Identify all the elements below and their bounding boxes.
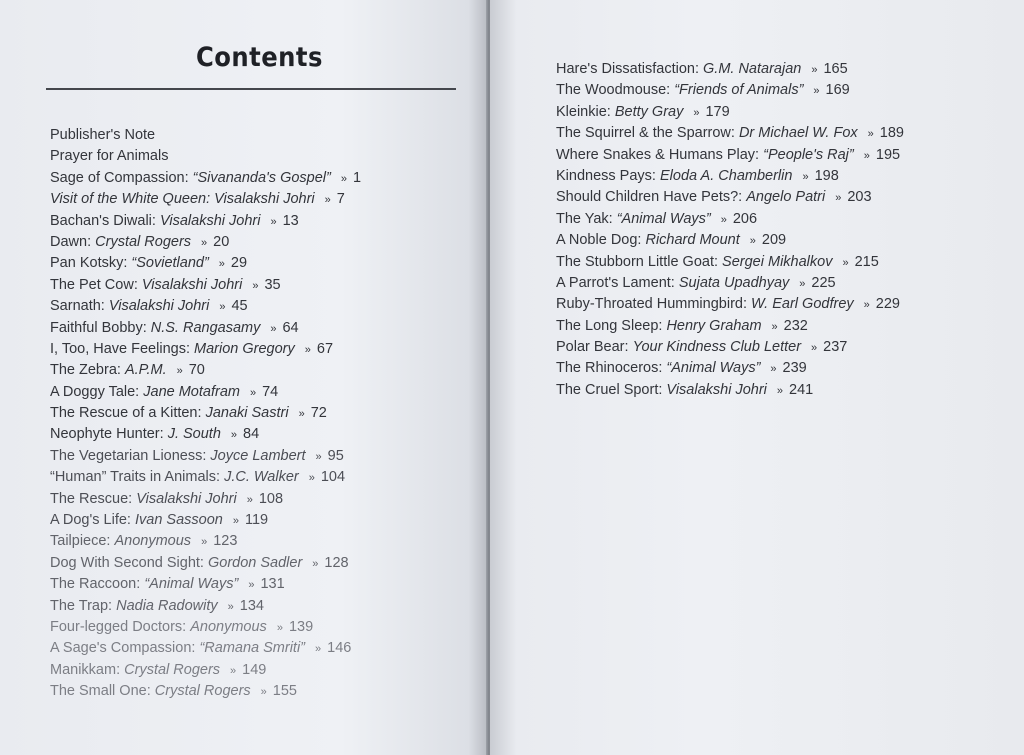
toc-entry [50, 360, 361, 381]
entry-separator: » [276, 621, 283, 634]
entry-separator: » [315, 450, 322, 463]
entry-author: J. South [167, 426, 221, 443]
toc-entry [50, 638, 361, 659]
toc-entry [50, 424, 361, 445]
entry-author: “People's Raj” [763, 146, 854, 163]
entry-separator: » [802, 170, 809, 183]
toc-entry [556, 230, 904, 251]
entry-title: Prayer for Animals [50, 148, 169, 165]
entry-page-number: 139 [288, 618, 314, 635]
entry-title: A Doggy Tale: [50, 383, 144, 400]
entry-title: The Squirrel & the Sparrow: [556, 125, 739, 142]
entry-author: Anonymous [114, 533, 192, 550]
entry-page-number: 128 [324, 554, 349, 571]
entry-author: W. Earl Godfrey [751, 296, 854, 313]
entry-separator: » [863, 299, 870, 312]
entry-separator: » [230, 664, 237, 677]
entry-separator: » [270, 322, 277, 335]
entry-separator: » [842, 256, 849, 269]
entry-separator: » [867, 128, 874, 141]
entry-separator: » [227, 600, 234, 613]
entry-separator: » [252, 279, 259, 292]
entry-separator: » [260, 686, 267, 699]
entry-title: Sage of Compassion: [50, 169, 193, 186]
entry-title: Tailpiece: [50, 533, 115, 550]
entry-page-number: 149 [242, 661, 267, 678]
toc-entry [50, 253, 361, 274]
entry-title: The Rescue: [50, 490, 137, 507]
entry-page-number: 123 [213, 533, 238, 550]
entry-title: The Stubborn Little Goat: [556, 253, 723, 270]
entry-page-number: 195 [875, 146, 901, 163]
entry-author: Janaki Sastri [205, 405, 289, 422]
entry-page-number: 232 [783, 317, 808, 334]
entry-separator: » [340, 172, 347, 185]
entry-title: Manikkam: [50, 661, 125, 678]
entry-separator: » [315, 643, 322, 656]
entry-page-number: 70 [188, 362, 205, 379]
toc-entry [556, 294, 904, 315]
toc-entry [50, 296, 361, 317]
toc-list-left [50, 125, 361, 703]
entry-separator: » [230, 429, 238, 442]
toc-entry [50, 531, 361, 552]
entry-title: I, Too, Have Feelings: [50, 340, 195, 357]
entry-title: Four-legged Doctors: [50, 618, 191, 635]
entry-page-number: 1 [352, 169, 362, 186]
entry-author: Visalakshi Johri [108, 298, 210, 315]
entry-title: The Zebra: [50, 362, 125, 379]
entry-page-number: 189 [879, 125, 904, 142]
toc-entry [50, 125, 361, 146]
entry-page-number: 203 [847, 189, 872, 206]
entry-title: Where Snakes & Humans Play: [556, 146, 764, 163]
entry-author: “Sivananda's Gospel” [192, 169, 331, 186]
entry-separator: » [771, 320, 778, 333]
entry-page-number: 67 [316, 340, 334, 357]
entry-author: “Sovietland” [131, 255, 209, 272]
entry-title: The Rhinoceros: [556, 360, 667, 377]
toc-entry [50, 510, 361, 531]
toc-entry [556, 252, 904, 273]
entry-author: Visalakshi Johri [136, 490, 237, 507]
entry-title: The Yak: [556, 210, 617, 227]
toc-entry [50, 489, 361, 510]
entry-separator: » [298, 408, 305, 421]
entry-page-number: 179 [705, 103, 730, 120]
entry-author: Angelo Patri [746, 189, 826, 206]
entry-page-number: 20 [213, 233, 230, 250]
entry-author: G.M. Natarajan [703, 61, 802, 77]
toc-entry [50, 232, 361, 253]
toc-entry [556, 273, 904, 294]
entry-title: Kleinkie: [556, 103, 615, 120]
page-title: Contents [196, 42, 323, 73]
entry-page-number: 7 [336, 191, 345, 208]
entry-title: The Trap: [50, 597, 117, 614]
entry-page-number: 229 [875, 296, 900, 313]
entry-separator: » [693, 106, 700, 119]
toc-entry [556, 166, 904, 187]
entry-page-number: 209 [761, 232, 787, 249]
toc-entry [50, 403, 361, 424]
entry-page-number: 108 [258, 490, 284, 507]
toc-entry [50, 168, 361, 189]
entry-title: Should Children Have Pets?: [556, 189, 747, 206]
entry-page-number: 134 [239, 597, 264, 614]
toc-entry [50, 211, 361, 232]
toc-entry [50, 617, 361, 638]
entry-author: “Animal Ways” [616, 210, 711, 227]
toc-entry [50, 275, 361, 296]
entry-page-number: 13 [282, 212, 299, 229]
entry-author: Visalakshi Johri [666, 381, 767, 398]
toc-entry [556, 145, 904, 166]
entry-page-number: 215 [854, 253, 879, 270]
entry-separator: » [863, 149, 870, 162]
entry-separator: » [176, 365, 183, 378]
entry-title: Kindness Pays: [556, 167, 660, 184]
entry-author: Joyce Lambert [210, 447, 306, 464]
entry-separator: » [232, 515, 239, 528]
entry-author: A.P.M. [124, 362, 167, 379]
toc-entry [556, 102, 904, 123]
toc-entry [50, 446, 361, 467]
entry-author: Crystal Rogers [95, 233, 192, 250]
entry-title: The Pet Cow: [50, 276, 142, 293]
entry-author: Betty Gray [614, 103, 684, 120]
entry-page-number: 74 [262, 383, 279, 400]
entry-title: A Dog's Life: [50, 512, 135, 529]
entry-title: The Raccoon: [50, 576, 145, 593]
toc-entry [50, 681, 361, 702]
entry-title: Faithful Bobby: [50, 319, 151, 336]
entry-author: Nadia Radowity [116, 597, 218, 614]
toc-entry [50, 660, 361, 681]
entry-author: “Animal Ways” [666, 360, 761, 377]
entry-title: The Cruel Sport: [556, 381, 667, 398]
entry-page-number: 29 [230, 255, 248, 272]
entry-separator: » [201, 536, 208, 549]
entry-author: Visalakshi Johri [159, 212, 261, 229]
entry-title: The Woodmouse: [556, 82, 675, 99]
entry-author: Crystal Rogers [154, 683, 251, 700]
entry-author: Crystal Rogers [124, 661, 221, 678]
entry-author: “Friends of Animals” [674, 82, 804, 99]
entry-page-number: 146 [327, 640, 352, 657]
entry-author: Dr Michael W. Fox [738, 125, 858, 142]
entry-author: “Ramana Smriti” [199, 640, 306, 657]
entry-title: The Vegetarian Lioness: [50, 447, 211, 464]
title-rule [46, 88, 456, 90]
entry-title: Hare's Dissatisfaction: [556, 61, 704, 77]
toc-entry [50, 339, 361, 360]
toc-entry [50, 574, 361, 595]
entry-separator: » [201, 236, 208, 249]
entry-page-number: 225 [811, 274, 836, 291]
entry-separator: » [246, 493, 253, 506]
toc-entry [556, 358, 904, 379]
entry-page-number: 84 [243, 426, 260, 443]
toc-entry [556, 380, 904, 401]
entry-title: Polar Bear: [556, 339, 633, 356]
entry-page-number: 72 [310, 405, 327, 422]
entry-title: The Rescue of a Kitten: [50, 405, 206, 422]
entry-page-number: 45 [231, 298, 248, 315]
entry-author: Visit of the White Queen: Visalakshi Johri [50, 191, 315, 208]
toc-entry [556, 337, 904, 358]
entry-title: A Sage's Compassion: [50, 640, 200, 657]
entry-title: Bachan's Diwali: [50, 212, 160, 229]
entry-author: N.S. Rangasamy [150, 319, 261, 336]
toc-entry [50, 553, 361, 574]
entry-author: Sujata Upadhyay [678, 274, 790, 291]
entry-title: Neophyte Hunter: [50, 426, 168, 443]
entry-page-number: 131 [260, 576, 285, 593]
entry-title: A Noble Dog: [556, 232, 646, 249]
entry-title: Ruby-Throated Hummingbird: [556, 296, 752, 313]
entry-title: Publisher's Note [50, 127, 156, 143]
entry-page-number: 206 [732, 210, 758, 227]
entry-page-number: 104 [320, 469, 346, 486]
toc-entry [556, 316, 904, 337]
entry-page-number: 64 [282, 319, 299, 336]
entry-separator: » [799, 277, 806, 290]
entry-separator: » [249, 386, 257, 399]
entry-title: Dawn: [50, 233, 96, 250]
entry-separator: » [749, 235, 756, 248]
left-page [0, 0, 488, 755]
toc-entry [50, 189, 361, 210]
toc-entry [556, 187, 904, 208]
entry-author: Jane Motafram [143, 383, 240, 400]
entry-separator: » [324, 194, 331, 207]
toc-entry [556, 209, 904, 230]
toc-entry [50, 596, 361, 617]
entry-author: Gordon Sadler [207, 554, 303, 571]
entry-title: Dog With Second Sight: [50, 554, 208, 571]
entry-page-number: 155 [272, 683, 297, 700]
entry-separator: » [720, 213, 727, 226]
entry-title: A Parrot's Lament: [556, 274, 679, 291]
entry-page-number: 239 [782, 360, 807, 377]
entry-author: Sergei Mikhalkov [722, 253, 833, 270]
toc-entry [50, 382, 361, 403]
entry-author: Anonymous [190, 618, 267, 635]
entry-page-number: 169 [825, 82, 850, 99]
toc-entry [50, 318, 361, 339]
entry-author: Visalakshi Johri [141, 276, 243, 293]
entry-page-number: 241 [789, 381, 814, 398]
toc-entry [50, 146, 361, 167]
entry-title: The Small One: [50, 683, 155, 700]
toc-list-right [556, 59, 904, 401]
entry-author: “Animal Ways” [144, 576, 239, 593]
entry-author: Richard Mount [645, 232, 740, 249]
entry-page-number: 95 [327, 447, 344, 464]
entry-separator: » [304, 343, 311, 356]
entry-author: Eloda A. Chamberlin [659, 167, 793, 184]
entry-page-number: 165 [823, 61, 848, 77]
entry-separator: » [219, 301, 226, 314]
entry-page-number: 237 [823, 339, 848, 356]
entry-separator: » [770, 363, 777, 376]
entry-separator: » [248, 579, 255, 592]
toc-entry [50, 467, 361, 488]
entry-title: Sarnath: [50, 298, 109, 315]
entry-separator: » [270, 215, 277, 228]
entry-author: Henry Graham [666, 317, 762, 334]
entry-separator: » [813, 85, 820, 98]
entry-title: “Human” Traits in Animals: [50, 469, 225, 486]
entry-page-number: 35 [264, 276, 281, 293]
entry-separator: » [308, 472, 315, 485]
entry-author: J.C. Walker [224, 469, 299, 486]
entry-separator: » [312, 557, 319, 570]
entry-title: Pan Kotsky: [50, 255, 132, 272]
entry-author: Ivan Sassoon [134, 512, 223, 529]
entry-separator: » [811, 342, 818, 355]
toc-entry [556, 80, 904, 101]
entry-page-number: 119 [244, 512, 269, 529]
entry-separator: » [218, 258, 225, 271]
entry-author: Marion Gregory [194, 340, 295, 357]
entry-author: Your Kindness Club Letter [632, 339, 802, 356]
entry-page-number: 198 [814, 167, 839, 184]
entry-title: The Long Sleep: [556, 317, 667, 334]
entry-separator: » [835, 192, 842, 205]
entry-separator: » [811, 64, 818, 76]
entry-separator: » [776, 384, 784, 397]
toc-entry [556, 123, 904, 144]
toc-entry [556, 59, 904, 80]
